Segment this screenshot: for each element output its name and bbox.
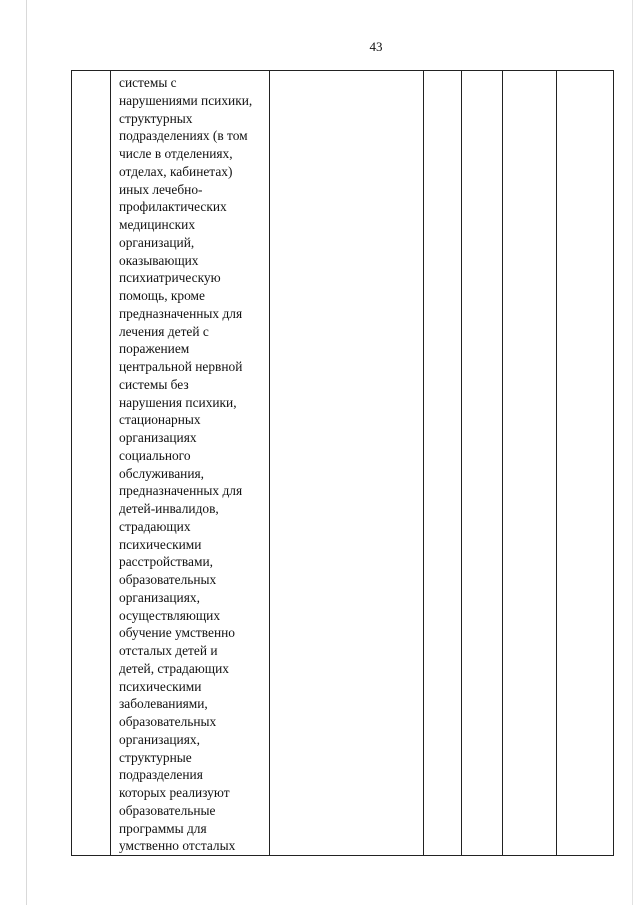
page-edge-left bbox=[26, 0, 27, 905]
column-3-cell bbox=[270, 71, 424, 856]
description-text: системы с нарушениями психики, структурных подразделениях (в том числе в отделениях, отделах, кабинетах) иных лечебно- профилактических медицинских организаций, оказывающих психиатрическую помощь, кроме предназначенных для лечения детей с поражением центральной нервной системы без нарушения психики, стационарных организациях социального обслуживания, предназначенных для детей-инвалидов, страдающих психическими расстройствами, образовательных организациях, осуществляющих обучение умственно отсталых детей и детей, страдающих психическими заболеваниями, образовательных организациях, структурные подразделения которых реализуют образовательные программы для умственно отсталых bbox=[119, 75, 253, 854]
table-row bbox=[72, 71, 614, 856]
description-cell bbox=[111, 71, 270, 856]
page-number: 43 bbox=[369, 39, 383, 54]
column-6-cell bbox=[503, 71, 557, 856]
document-table bbox=[71, 70, 614, 856]
column-5-cell bbox=[462, 71, 503, 856]
column-4-cell bbox=[424, 71, 462, 856]
column-7-cell bbox=[557, 71, 614, 856]
row-number-cell bbox=[72, 71, 111, 856]
page-edge-right bbox=[632, 0, 633, 905]
